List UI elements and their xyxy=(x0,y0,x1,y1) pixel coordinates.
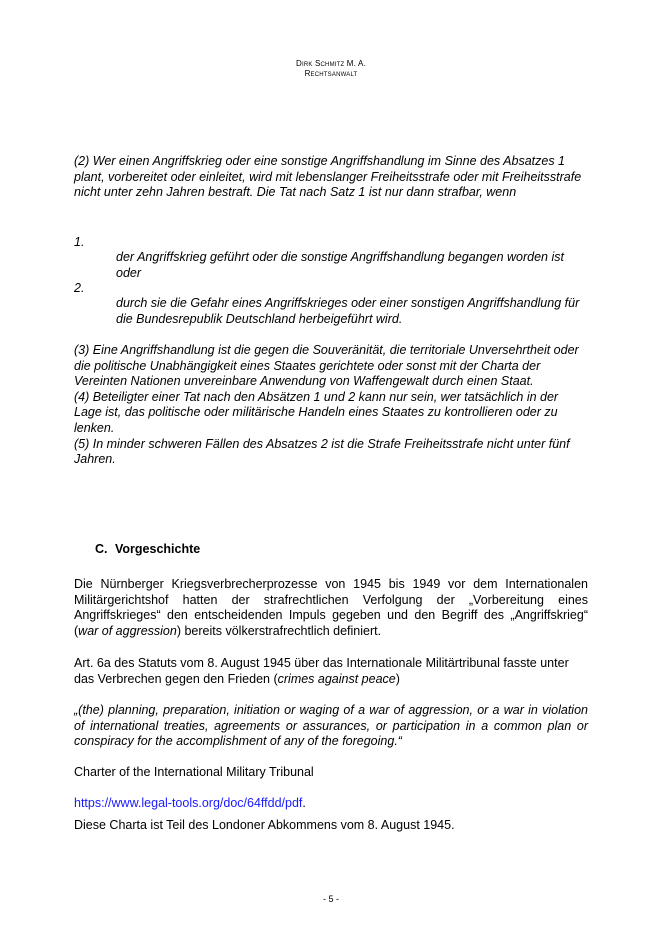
paragraph-3: (3) Eine Angriffshandlung ist die gegen die Souveränität, die territoriale Unversehrtheit oder die politische Unabhängigkeit eines Staates gerichtete oder sonst mit der Charta der Vereinten Nationen unvereinbare Anwendung von Waffengewalt durch einen Staat. xyxy=(74,343,579,389)
source-link-period: . xyxy=(302,796,306,810)
body-1-text-a: Die Nürnberger Kriegsverbrecherprozesse von 1945 bis 1949 vor dem Internationalen Militärgerichtshof hatten der strafrechtlichen Verfolgung der „Vorbereitung eines Angriffskrieges“ den entscheidenden Impuls gegeben und den Begriff des „Angriffskrieg“ ( xyxy=(74,577,588,638)
paragraphs-3-5 xyxy=(74,343,588,468)
page-number: - 5 - xyxy=(322,894,339,904)
body-1-text-c: ) bereits völkerstrafrechtlich definiert. xyxy=(176,623,382,638)
list-number-2: 2. xyxy=(74,281,85,295)
letterhead xyxy=(0,59,662,79)
quotation xyxy=(74,703,588,750)
letterhead-title: Rechtsanwalt xyxy=(304,69,358,78)
list-number-1: 1. xyxy=(74,235,85,249)
body-paragraph-1 xyxy=(74,577,588,639)
letterhead-name: Dirk Schmitz M. A. xyxy=(295,59,367,68)
body-2-text-a: Art. 6a des Statuts vom 8. August 1945 über das Internationale Militärtribunal fasste unter das Verbrechen gegen den Frieden ( xyxy=(74,656,569,686)
paragraph-5: (5) In minder schweren Fällen des Absatzes 2 ist die Strafe Freiheitsstrafe nicht unter fünf Jahren. xyxy=(74,436,570,467)
london-agreement-text: Diese Charta ist Teil des Londoner Abkommens vom 8. August 1945. xyxy=(74,818,455,832)
charter-title xyxy=(74,765,588,781)
body-paragraph-2 xyxy=(74,656,588,687)
section-title: Vorgeschichte xyxy=(115,542,201,556)
london-agreement-line xyxy=(74,818,588,834)
body-2-text-c: ) xyxy=(395,671,400,686)
charter-title-text: Charter of the International Military Tribunal xyxy=(74,765,314,779)
list-item-1-text: der Angriffskrieg geführt oder die sonstige Angriffshandlung begangen worden ist oder xyxy=(116,250,564,280)
list-item-2-text: durch sie die Gefahr eines Angriffskrieges oder einer sonstigen Angriffshandlung für die Bundesrepublik Deutschland herbeigeführt wird. xyxy=(116,296,580,326)
body-2-text-emphasis: crimes against peace xyxy=(277,671,396,686)
section-label: C. xyxy=(95,542,108,556)
quotation-text: „(the) planning, preparation, initiation or waging of a war of aggression, or a war in violation of international treaties, agreements or assurances, or participation in a common plan or conspiracy for the accomplishment of any of the foregoing.“ xyxy=(74,703,588,749)
source-link-line xyxy=(74,796,588,812)
paragraph-2 xyxy=(74,154,588,201)
paragraph-4: (4) Beteiligter einer Tat nach den Absätzen 1 und 2 kann nur sein, wer tatsächlich in der Lage ist, das politische oder militärische Handeln eines Staates zu kontrollieren oder zu lenken. xyxy=(74,389,559,435)
section-heading xyxy=(95,541,200,557)
paragraph-2-text: (2) Wer einen Angriffskrieg oder eine sonstige Angriffshandlung im Sinne des Absatzes 1 plant, vorbereitet oder einleitet, wird mit lebenslanger Freiheitsstrafe oder mit Freiheitsstrafe nicht unter zehn Jahren bestraft. Die Tat nach Satz 1 ist nur dann strafbar, wenn xyxy=(74,154,582,200)
body-1-text-emphasis: war of aggression xyxy=(78,623,177,638)
source-link[interactable]: https://www.legal-tools.org/doc/64ffdd/pdf xyxy=(74,796,303,810)
